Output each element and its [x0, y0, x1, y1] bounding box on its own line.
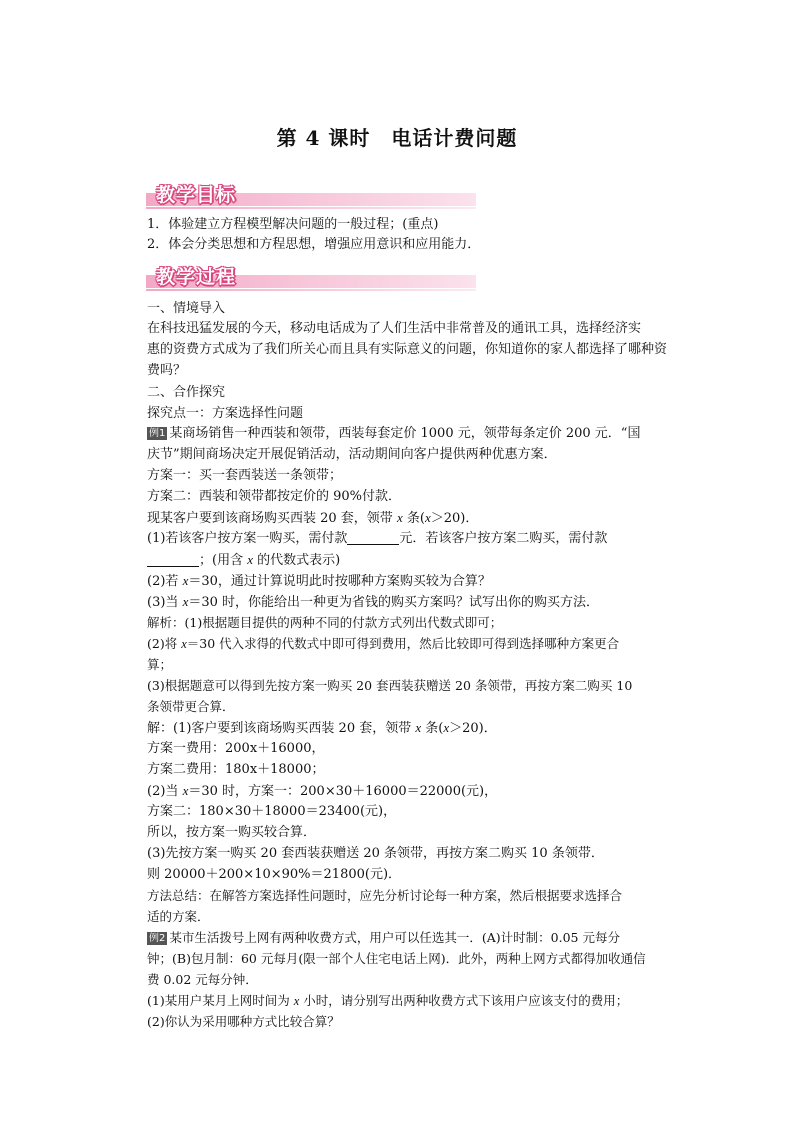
example-1-plan-1: 方案一：买一套西装送一条领带；	[147, 468, 343, 483]
explore-point-1: 探究点一：方案选择性问题	[147, 406, 304, 421]
example-1-line-3: 现某客户要到该商场购买西装 20 套，领带 x 条(x＞20)．	[147, 510, 479, 526]
explore-heading: 二、合作探究	[147, 385, 226, 400]
example-1-analysis-2: (2)将 x＝30 代入求得的代数式中即可得到费用，然后比较即可得到选择哪种方案更合	[147, 636, 620, 651]
example-2-question-1: (1)某用户某月上网时间为 x 小时，请分别写出两种收费方式下该用户应该支付的费用；	[147, 993, 629, 1008]
intro-paragraph-line-3: 费吗？	[147, 363, 187, 378]
example-1-solution-2: 方案一费用：200x＋16000，	[147, 741, 325, 756]
example-1-analysis-3-cont: 条领带更合算．	[147, 699, 235, 714]
example-1-solution-5: 方案二：180×30＋18000＝23400(元)，	[147, 804, 397, 819]
method-summary-line-1: 方法总结：在解答方案选择性问题时，应先分析讨论每一种方案，然后根据要求选择合	[147, 888, 623, 903]
example-1-question-2: (2)若 x＝30，通过计算说明此时按哪种方案购买较为合算？	[147, 573, 491, 589]
intro-paragraph-line-1: 在科技迅猛发展的今天，移动电话成为了人们生活中非常普及的通讯工具，选择经济实	[147, 321, 642, 336]
example-2-tag: 例2	[149, 933, 166, 944]
example-1-solution-3: 方案二费用：180x＋18000；	[147, 762, 325, 777]
example-2-line-2: 钟；(B)包月制：60 元每月(限一部个人住宅电话上网)．此外，两种上网方式都得加收通信	[147, 951, 646, 966]
example-1-analysis-2-cont: 算；	[147, 657, 173, 672]
example-1-solution-4: (2)当 x＝30 时，方案一：200×30＋16000＝22000(元)，	[147, 783, 498, 799]
goal-item-1: 1．体验建立方程模型解决问题的一般过程；(重点)	[147, 217, 439, 232]
example-1-question-1-cont: ；(用含 x 的代数式表示)	[147, 551, 340, 570]
page-title: 第 4 课时 电话计费问题	[276, 126, 518, 150]
example-1-analysis-3: (3)根据题意可以得到先按方案一购买 20 套西装获赠送 20 条领带，再按方案二购买 10	[147, 678, 633, 693]
section-heading-process: 教学过程	[156, 266, 237, 288]
intro-heading: 一、情境导入	[147, 301, 226, 316]
example-1-analysis-1: 解析：(1)根据题目提供的两种不同的付款方式列出代数式即可；	[147, 615, 503, 630]
section-banner-goals	[146, 180, 476, 210]
section-heading-goals: 教学目标	[156, 184, 237, 206]
intro-paragraph-line-2: 惠的资费方式成为了我们所关心而且具有实际意义的问题，你知道你的家人都选择了哪种资	[147, 342, 668, 357]
example-1-plan-2: 方案二：西装和领带都按定价的 90%付款．	[147, 489, 402, 504]
goal-item-2: 2．体会分类思想和方程思想，增强应用意识和应用能力．	[147, 237, 481, 252]
example-2-line-1: 例2 某市生活拨号上网有两种收费方式，用户可以任选其一．(A)计时制：0.05 元每分	[149, 930, 620, 945]
section-banner-process	[146, 262, 476, 292]
example-1-line-2: 庆节”期间商场决定开展促销活动，活动期间向客户提供两种优惠方案．	[147, 447, 557, 462]
example-1-question-3: (3)当 x＝30 时，你能给出一种更为省钱的购买方案吗？试写出你的购买方法．	[147, 594, 600, 610]
example-1-line-1: 例1 某商场销售一种西装和领带，西装每套定价 1000 元，领带每条定价 200 元．“国	[149, 426, 641, 441]
example-2-line-3: 费 0.02 元每分钟．	[147, 972, 258, 987]
method-summary-line-2: 适的方案．	[147, 909, 210, 924]
example-1-solution-7: (3)先按方案一购买 20 套西装获赠送 20 条领带，再按方案二购买 10 条领带．	[147, 846, 604, 861]
example-1-tag: 例1	[149, 428, 166, 439]
example-1-solution-6: 所以，按方案一购买较合算．	[147, 825, 317, 840]
example-1-question-1: (1)若该客户按方案一购买，需付款 元．若该客户按方案二购买，需付款	[147, 531, 608, 546]
answer-blank-2	[147, 552, 199, 567]
example-1-solution-1: 解：(1)客户要到该商场购买西装 20 套，领带 x 条(x＞20)．	[147, 720, 497, 736]
example-2-question-2: (2)你认为采用哪种方式比较合算？	[147, 1014, 340, 1029]
answer-blank-1	[347, 530, 399, 545]
example-1-solution-8: 则 20000＋200×10×90%＝21800(元)．	[147, 867, 402, 882]
